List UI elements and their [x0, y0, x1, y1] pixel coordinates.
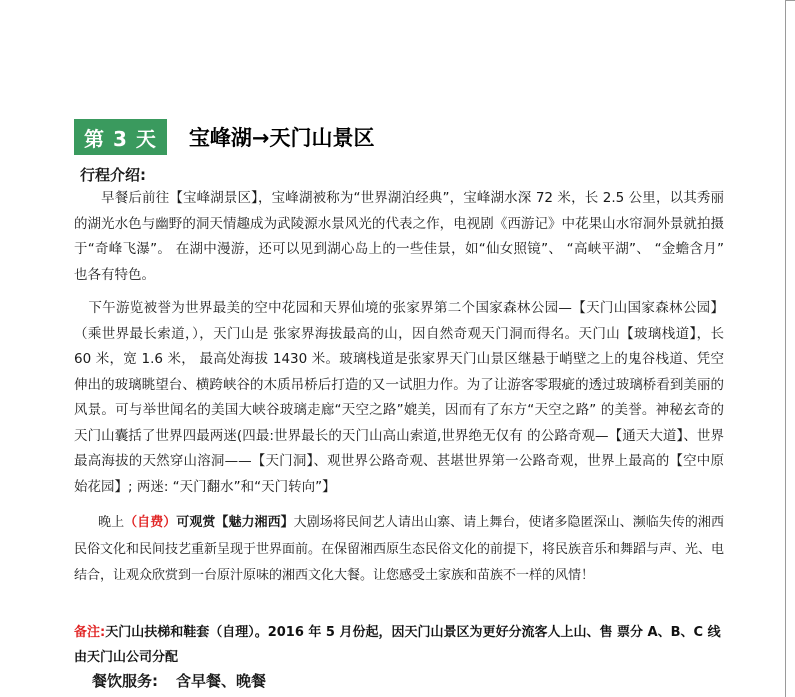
page-edge-right: [785, 0, 786, 697]
day-header: [74, 118, 374, 156]
day-title: 宝峰湖→天门山景区: [188, 126, 375, 150]
itinerary-label: 行程介绍:: [80, 166, 146, 184]
meal-service: [92, 670, 266, 691]
day-badge: 第 3 天: [74, 119, 167, 155]
note-text: 天门山扶梯和鞋套（自理）。2016 年 5 月份起，因天门山景区为更好分流客人上山、售 票分 A、B、C 线由天门山公司分配: [74, 625, 721, 665]
morning-paragraph: [74, 186, 724, 288]
meal-value: 含早餐、晚餐: [176, 672, 267, 690]
evening-show-name: 【魅力湘西】: [215, 515, 294, 530]
meal-label: 餐饮服务:: [92, 672, 158, 690]
self-pay-badge: （自费）: [124, 515, 177, 530]
page-edge-top: [785, 0, 795, 1]
evening-text: 大剧场将民间艺人请出山寨、请上舞台，使诸多隐匿深山、濒临失传的湘西民俗文化和民间技艺重新呈现于世界面前。在保留湘西原生态民俗文化的前提下，将民族音乐和舞蹈与声、光、电结合，让观众欣赏到一台原汁原味的湘西文化大餐。让您感受土家族和苗族不一样的风情！: [74, 515, 725, 583]
afternoon-paragraph: [74, 296, 724, 500]
evening-paragraph: [74, 510, 724, 590]
morning-text: 早餐后前往【宝峰湖景区】，宝峰湖被称为“世界湖泊经典”，宝峰湖水深 72 米，长 2.5 公里，以其秀丽的湖光水色与幽野的洞天情趣成为武陵源水景风光的代表之作，电视剧《西游记》中花果山水帘洞外景就拍摄于“奇峰飞瀑”。 在湖中漫游，还可以见到湖心岛上的一些佳景，如“仙女照镜”、 “高峡平湖”、 “金蟾含月” 也各有特色。: [74, 190, 724, 283]
evening-prefix: 晚上: [98, 515, 125, 530]
evening-can-watch: 可观赏: [176, 515, 216, 530]
afternoon-text: 下午游览被誉为世界最美的空中花园和天界仙境的张家界第二个国家森林公园—【天门山国家森林公园】（乘世界最长索道，），天门山是 张家界海拔最高的山，因自然奇观天门洞而得名。天门山【玻璃栈道】，长 60 米，宽 1.6 米， 最高处海拔 1430 米。玻璃栈道是张家界天门山景区继悬于峭壁之上的鬼谷栈道、凭空伸出的玻璃眺望台、横跨峡谷的木质吊桥后打造的又一试胆力作。为了让游客零瑕疵的透过玻璃桥看到美丽的风景。可与举世闻名的美国大峡谷玻璃走廊“天空之路”媲美，因而有了东方“天空之路” 的美誉。神秘玄奇的天门山囊括了世界四最两迷(四最:世界最长的天门山高山索道,世界绝无仅有 的公路奇观—【通天大道】、世界最高海拔的天然穿山溶洞——【天门洞】、观世界公路奇观、甚堪世界第一公路奇观，世界上最高的【空中原始花园】; 两迷: “天门翻水”和“天门转向”】: [74, 300, 724, 495]
note-label: 备注:: [74, 625, 106, 640]
note: [74, 620, 724, 670]
